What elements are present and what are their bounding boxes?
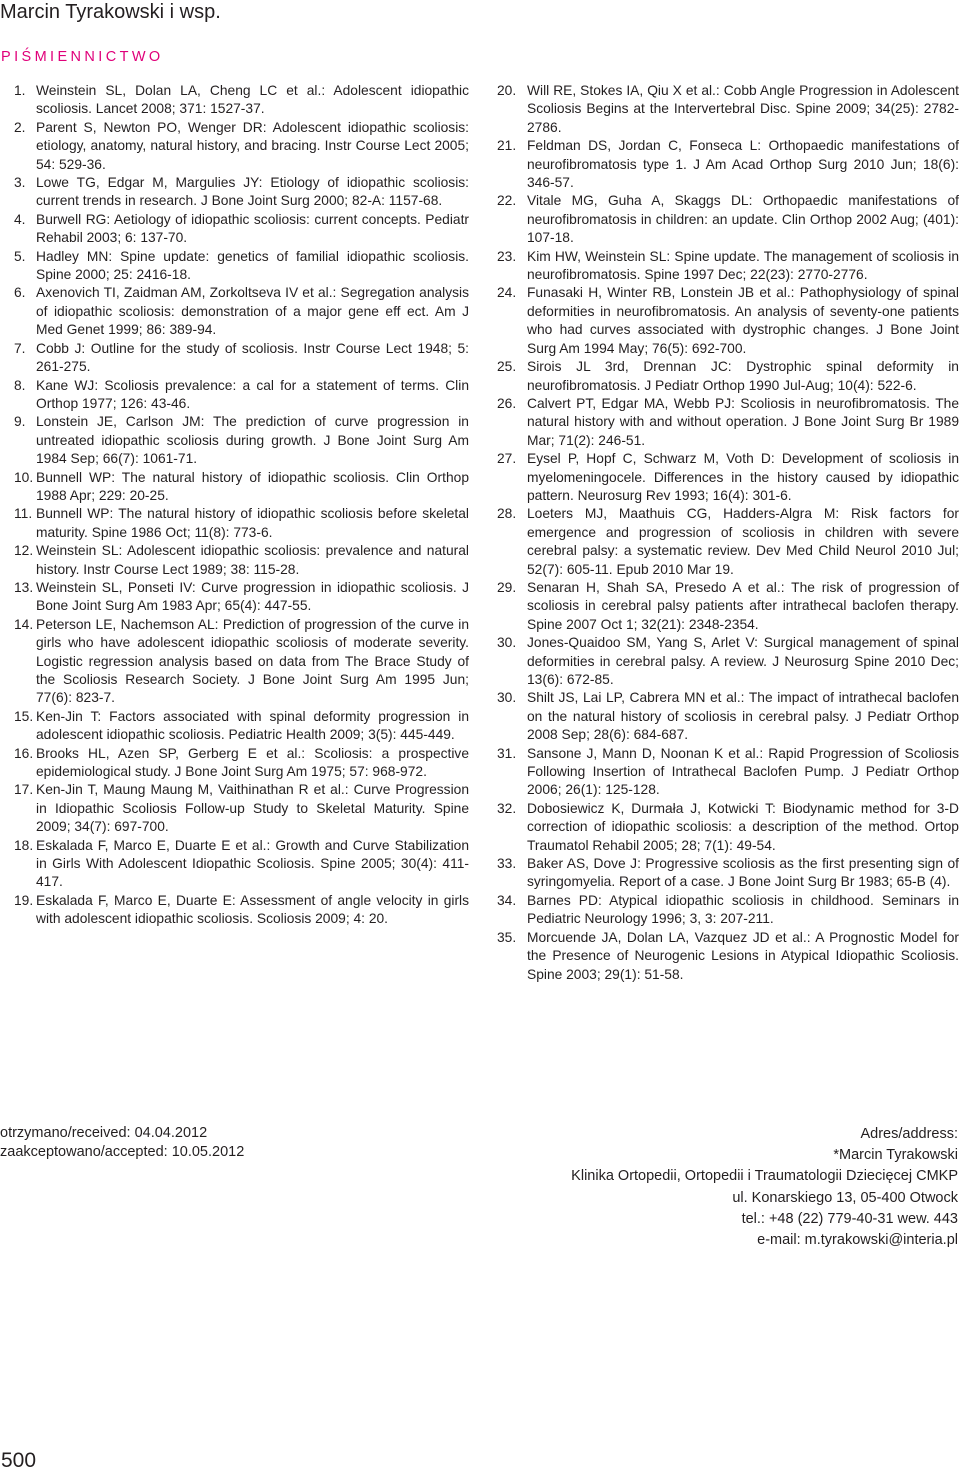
reference-number: 14.: [14, 616, 34, 632]
reference-item: [497, 800, 959, 855]
reference-number: 24.: [497, 285, 517, 301]
received-date: otrzymano/received: 04.04.2012: [0, 1125, 208, 1141]
reference-text: Sirois JL 3rd, Drennan JC: Dystrophic spinal deformity in neurofibromatosis. J Pediatr Orthop 1990 Jul-Aug; 10(4): 522-6.: [527, 359, 959, 393]
reference-item: [14, 505, 469, 542]
reference-text: Loeters MJ, Maathuis CG, Hadders-Algra M: Risk factors for emergence and progression of scoliosis in children with severe cerebral palsy: a systematic review. Dev Med Child Neurol 2010 Jul; 52(7): 605-11. Epub 2010 Mar 19.: [527, 506, 959, 577]
reference-number: 35.: [497, 929, 517, 945]
reference-number: 22.: [497, 193, 517, 209]
reference-item: [497, 192, 959, 247]
reference-item: [14, 837, 469, 892]
reference-text: Ken-Jin T: Factors associated with spinal deformity progression in adolescent idiopathic scoliosis. Pediatric Health 2009; 3(5): 445-449.: [36, 708, 469, 743]
reference-number: 3.: [14, 175, 26, 191]
reference-number: 1.: [14, 83, 26, 98]
reference-item: [14, 340, 469, 377]
reference-text: Hadley MN: Spine update: genetics of familial idiopathic scoliosis. Spine 2000; 25: 2416-18.: [36, 248, 469, 283]
reference-item: [497, 855, 959, 892]
reference-text: Burwell RG: Aetiology of idiopathic scoliosis: current concepts. Pediatr Rehabil 2003; 6: 137-70.: [36, 211, 469, 246]
reference-item: [497, 82, 959, 137]
page-number: 500: [1, 1449, 37, 1472]
reference-text: Lonstein JE, Carlson JM: The prediction of curve progression in untreated idiopathic scoliosis during growth. J Bone Joint Surg Am 1984 Sep; 66(7): 1061-71.: [36, 414, 469, 467]
reference-text: Ken-Jin T, Maung Maung M, Vaithinathan R et al.: Curve Progression in Idiopathic Scoliosis Follow-up Study to Skeletal Maturity. Spine 2009; 34(7): 697-700.: [36, 782, 469, 835]
reference-text: Eskalada F, Marco E, Duarte E et al.: Growth and Curve Stabilization in Girls With Adolescent Idiopathic Scoliosis. Spine 2005; 30(4): 411-417.: [36, 837, 469, 890]
reference-item: [497, 450, 959, 505]
reference-item: [497, 579, 959, 634]
reference-text: Kim HW, Weinstein SL: Spine update. The management of scoliosis in neurofibromatosis. Spine 1997 Dec; 22(23): 2770-2776.: [527, 248, 959, 283]
reference-item: [497, 284, 959, 358]
reference-item: [497, 358, 959, 395]
reference-number: 32.: [497, 800, 517, 816]
reference-text: Eysel P, Hopf C, Schwarz M, Voth D: Development of scoliosis in myelomeningocele. Differences in the history caused by idiopathic pattern. Neurosurg Rev 1993; 16(4): 301-6.: [527, 451, 959, 503]
reference-item: [14, 579, 469, 616]
reference-item: [14, 413, 469, 468]
reference-number: 33.: [497, 856, 517, 872]
reference-number: 34.: [497, 892, 517, 908]
correspondence-address: [571, 1124, 958, 1251]
reference-item: [14, 248, 469, 285]
reference-number: 12.: [14, 543, 34, 559]
reference-number: 31.: [497, 745, 517, 761]
reference-text: Cobb J: Outline for the study of scoliosis. Instr Course Lect 1948; 5: 261-275.: [36, 340, 469, 375]
reference-item: [497, 634, 959, 689]
reference-number: 18.: [14, 837, 34, 853]
reference-text: Barnes PD: Atypical idiopathic scoliosis in childhood. Seminars in Pediatric Neurology 1996; 3, 3: 207-211.: [527, 892, 959, 927]
reference-item: [497, 137, 959, 192]
reference-text: Jones-Quaidoo SM, Yang S, Arlet V: Surgical management of spinal deformities in cerebral palsy. A review. J Neurosurg Spine 2010 Dec; 13(6): 672-85.: [527, 635, 959, 687]
references-column-left: [14, 82, 469, 929]
reference-number: 25.: [497, 359, 517, 375]
reference-number: 5.: [14, 248, 26, 264]
reference-number: 16.: [14, 745, 34, 761]
reference-number: 29.: [497, 579, 517, 595]
reference-item: [497, 745, 959, 800]
reference-text: Bunnell WP: The natural history of idiopathic scoliosis before skeletal maturity. Spine 1986 Oct; 11(8): 773-6.: [36, 506, 469, 540]
reference-item: [497, 505, 959, 579]
references-column-right: [497, 82, 959, 984]
reference-item: [14, 174, 469, 211]
street-address: ul. Konarskiego 13, 05-400 Otwock: [732, 1189, 958, 1206]
reference-text: Sansone J, Mann D, Noonan K et al.: Rapid Progression of Scoliosis Following Insertion of Intrathecal Baclofen Pump. J Pediatr Orthop 2006; 26(1): 125-128.: [527, 745, 959, 798]
reference-text: Senaran H, Shah SA, Presedo A et al.: The risk of progression of scoliosis in cerebral palsy patients after intrathecal baclofen therapy. Spine 2007 Oct 1; 32(21): 2348-2354.: [527, 579, 959, 632]
reference-item: [497, 395, 959, 450]
reference-number: 27.: [497, 451, 517, 467]
reference-number: 19.: [14, 892, 34, 908]
reference-number: 28.: [497, 506, 517, 522]
reference-text: Peterson LE, Nachemson AL: Prediction of progression of the curve in girls who have adolescent idiopathic scoliosis of moderate severity. Logistic regression analysis based on data from The Brace Study of the Scoliosis Research Society. J Bone Joint Surg Am 1995 Jun; 77(6): 823-7.: [36, 616, 469, 706]
reference-text: Calvert PT, Edgar MA, Webb PJ: Scoliosis in neurofibromatosis. The natural history with and without operation. J Bone Joint Surg Br 1989 Mar; 71(2): 246-51.: [527, 395, 959, 448]
reference-text: Baker AS, Dove J: Progressive scoliosis as the first presenting sign of syringomyelia. Report of a case. J Bone Joint Surg Br 1983; 65-B (4).: [527, 856, 959, 890]
reference-number: 21.: [497, 138, 517, 154]
reference-item: [14, 708, 469, 745]
reference-number: 6.: [14, 285, 26, 301]
reference-number: 7.: [14, 340, 26, 356]
reference-item: [14, 781, 469, 836]
reference-text: Bunnell WP: The natural history of idiopathic scoliosis. Clin Orthop 1988 Apr; 229: 20-25.: [36, 469, 469, 503]
reference-number: 26.: [497, 395, 517, 411]
reference-item: [14, 616, 469, 708]
reference-item: [497, 929, 959, 984]
reference-text: Axenovich TI, Zaidman AM, Zorkoltseva IV et al.: Segregation analysis of idiopathic scoliosis: demonstration of a major gene eff ect. Am J Med Genet 1999; 86: 389-94.: [36, 285, 469, 338]
address-label: Adres/address:: [860, 1126, 958, 1142]
reference-text: Shilt JS, Lai LP, Cabrera MN et al.: The impact of intrathecal baclofen on the natural history of scoliosis in cerebral palsy. J Pediatr Orthop 2008 Sep; 28(6): 684-687.: [527, 690, 959, 743]
received-dates: [0, 1124, 244, 1162]
reference-item: [14, 469, 469, 506]
reference-text: Dobosiewicz K, Durmała J, Kotwicki T: Biodynamic method for 3-D correction of idiopathic scoliosis: a description of the method. Ortop Traumatol Rehabil 2005; 28; 7(1): 49-54.: [527, 800, 959, 853]
reference-number: 20.: [497, 83, 517, 98]
reference-text: Parent S, Newton PO, Wenger DR: Adolescent idiopathic scoliosis: etiology, anatomy, natural history, and bracing. Instr Course Lect 2005; 54: 529-36.: [36, 119, 469, 172]
email[interactable]: e-mail: m.tyrakowski@interia.pl: [757, 1232, 958, 1249]
accepted-date: zaakceptowano/accepted: 10.05.2012: [0, 1143, 245, 1160]
reference-text: Funasaki H, Winter RB, Lonstein JB et al.: Pathophysiology of spinal deformities in neurofibromatosis. An analysis of seventy-one patients who had curves associated with dystrophic changes. J Bone Joint Surg Am 1994 May; 76(5): 692-700.: [527, 285, 959, 356]
reference-text: Will RE, Stokes IA, Qiu X et al.: Cobb Angle Progression in Adolescent Scoliosis Begins at the Intervertebral Disc. Spine 2009; 34(25): 2782-2786.: [527, 83, 959, 135]
reference-number: 13.: [14, 579, 34, 595]
reference-item: [497, 892, 959, 929]
reference-text: Morcuende JA, Dolan LA, Vazquez JD et al.: A Prognostic Model for the Presence of Neurogenic Lesions in Atypical Idiopathic Scoliosis. Spine 2003; 29(1): 51-58.: [527, 929, 959, 982]
reference-number: 15.: [14, 708, 34, 724]
reference-number: 17.: [14, 782, 34, 798]
reference-number: 30.: [497, 690, 517, 706]
reference-text: Weinstein SL: Adolescent idiopathic scoliosis: prevalence and natural history. Instr Course Lect 1989; 38: 115-28.: [36, 543, 469, 577]
institution: Klinika Ortopedii, Ortopedii i Traumatologii Dziecięcej CMKP: [571, 1168, 958, 1185]
reference-number: 4.: [14, 211, 26, 227]
reference-item: [14, 82, 469, 119]
reference-text: Weinstein SL, Ponseti IV: Curve progression in idiopathic scoliosis. J Bone Joint Surg Am 1983 Apr; 65(4): 447-55.: [36, 579, 469, 614]
reference-number: 8.: [14, 377, 26, 393]
reference-text: Eskalada F, Marco E, Duarte E: Assessment of angle velocity in girls with adolescent idiopathic scoliosis. Scoliosis 2009; 4: 20.: [36, 892, 469, 927]
reference-item: [14, 892, 469, 929]
reference-item: [497, 248, 959, 285]
reference-item: [14, 211, 469, 248]
reference-item: [14, 284, 469, 339]
reference-item: [14, 119, 469, 174]
reference-item: [14, 542, 469, 579]
phone: tel.: +48 (22) 779-40-31 wew. 443: [741, 1210, 958, 1227]
reference-number: 23.: [497, 248, 517, 264]
reference-text: Lowe TG, Edgar M, Margulies JY: Etiology of idiopathic scoliosis: current trends in research. J Bone Joint Surg 2000; 82-A: 1157-68.: [36, 175, 469, 209]
section-title: PIŚMIENNICTWO: [1, 49, 164, 65]
reference-text: Brooks HL, Azen SP, Gerberg E et al.: Scoliosis: a prospective epidemiological study. J Bone Joint Surg Am 1975; 57: 968-972.: [36, 745, 469, 780]
reference-text: Feldman DS, Jordan C, Fonseca L: Orthopaedic manifestations of neurofibromatosis type 1. J Am Acad Orthop Surg 2010 Jun; 18(6): 346-57.: [527, 138, 959, 191]
reference-item: [14, 745, 469, 782]
reference-number: 11.: [14, 506, 33, 522]
reference-item: [497, 689, 959, 744]
reference-number: 30.: [497, 635, 517, 651]
reference-number: 10.: [14, 469, 34, 485]
reference-number: 2.: [14, 119, 26, 135]
reference-item: [14, 377, 469, 414]
author-name: *Marcin Tyrakowski: [833, 1147, 958, 1164]
running-head: Marcin Tyrakowski i wsp.: [0, 1, 221, 23]
reference-number: 9.: [14, 414, 26, 430]
reference-text: Vitale MG, Guha A, Skaggs DL: Orthopaedic manifestations of neurofibromatosis in children: an update. Clin Orthop 2002 Aug; (401): 107-18.: [527, 193, 959, 246]
reference-text: Kane WJ: Scoliosis prevalence: a cal for a statement of terms. Clin Orthop 1977; 126: 43-46.: [36, 377, 469, 411]
reference-text: Weinstein SL, Dolan LA, Cheng LC et al.: Adolescent idiopathic scoliosis. Lancet 2008; 371: 1527-37.: [36, 83, 469, 117]
